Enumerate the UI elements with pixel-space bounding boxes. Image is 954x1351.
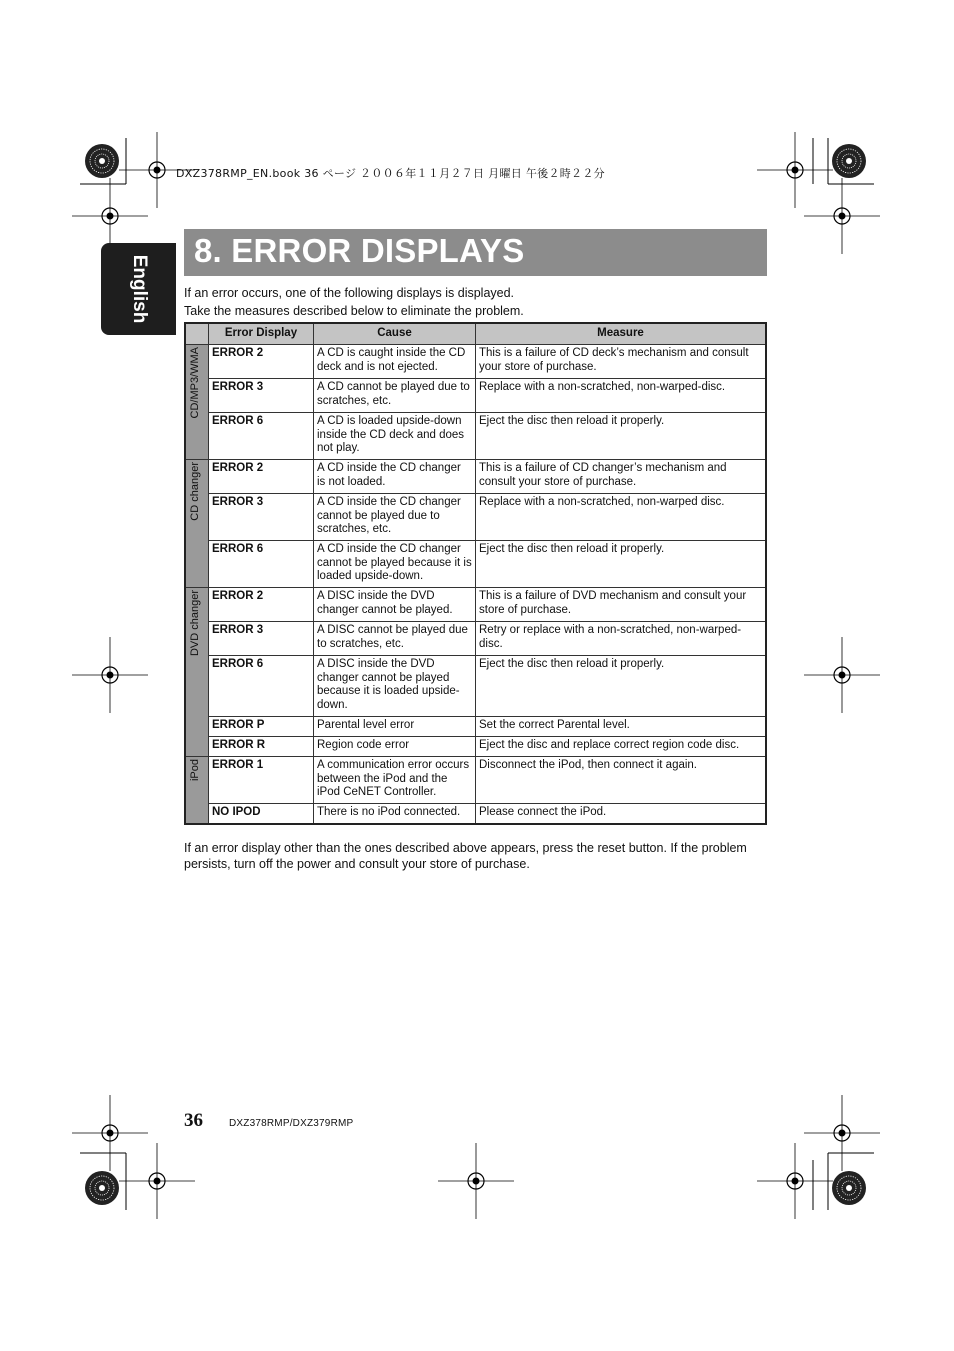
error-measure: This is a failure of CD deck’s mechanism and consult your store of purchase. (476, 345, 767, 379)
table-row (185, 413, 766, 460)
intro-line-1: If an error occurs, one of the following displays is displayed. (184, 286, 515, 300)
error-measure: Eject the disc then reload it properly. (476, 413, 767, 460)
crosshair-icon (804, 637, 880, 713)
star-target-icon (85, 144, 119, 178)
crosshair-icon (438, 1143, 514, 1219)
table-row (185, 717, 766, 737)
error-code: ERROR 1 (209, 757, 314, 804)
error-measure: Please connect the iPod. (476, 804, 767, 824)
table-row (185, 460, 766, 494)
crosshair-icon (757, 1143, 833, 1219)
language-tab-label: English (128, 254, 150, 324)
star-target-icon (832, 1171, 866, 1205)
error-cause: A CD is caught inside the CD deck and is not ejected. (314, 345, 476, 379)
star-target-icon (832, 144, 866, 178)
crosshair-icon (757, 132, 833, 208)
error-code: ERROR 2 (209, 460, 314, 494)
error-cause: A DISC cannot be played due to scratches, etc. (314, 622, 476, 656)
error-cause: Region code error (314, 737, 476, 757)
error-measure: Eject the disc then reload it properly. (476, 656, 767, 717)
header-measure: Measure (476, 323, 767, 345)
table-row (185, 737, 766, 757)
table-row (185, 379, 766, 413)
error-code: ERROR 2 (209, 345, 314, 379)
error-measure: Replace with a non-scratched, non-warped-disc. (476, 379, 767, 413)
error-code: ERROR 6 (209, 413, 314, 460)
error-table (184, 322, 767, 825)
error-cause: A CD cannot be played due to scratches, etc. (314, 379, 476, 413)
table-row (185, 656, 766, 717)
error-code: ERROR 3 (209, 622, 314, 656)
error-code: ERROR 3 (209, 494, 314, 541)
group-label-cd-changer: CD changer (185, 460, 209, 588)
star-target-icon (85, 1171, 119, 1205)
table-row (185, 757, 766, 804)
error-measure: Set the correct Parental level. (476, 717, 767, 737)
error-measure: Eject the disc then reload it properly. (476, 541, 767, 588)
error-cause: Parental level error (314, 717, 476, 737)
group-label-ipod: iPod (185, 757, 209, 824)
header-cause: Cause (314, 323, 476, 345)
page-number: 36 (184, 1110, 203, 1131)
crosshair-icon (804, 1095, 880, 1171)
crosshair-icon (72, 1095, 148, 1171)
error-cause: A CD inside the CD changer is not loaded. (314, 460, 476, 494)
error-cause: A CD is loaded upside-down inside the CD deck and does not play. (314, 413, 476, 460)
footer-note: If an error display other than the ones described above appears, press the reset button. If the problem persists, turn off the power and consult your store of purchase. (184, 841, 747, 871)
error-measure: Eject the disc and replace correct region code disc. (476, 737, 767, 757)
table-row (185, 345, 766, 379)
crosshair-icon (119, 1143, 195, 1219)
error-cause: There is no iPod connected. (314, 804, 476, 824)
language-tab (101, 243, 176, 335)
header-blank (185, 323, 209, 345)
table-row (185, 588, 766, 622)
group-label-dvd-changer: DVD changer (185, 588, 209, 757)
table-row (185, 622, 766, 656)
error-code: NO IPOD (209, 804, 314, 824)
intro-line-2: Take the measures described below to eliminate the problem. (184, 304, 524, 318)
error-measure: Disconnect the iPod, then connect it again. (476, 757, 767, 804)
table-header-row (185, 323, 766, 345)
error-measure: This is a failure of CD changer’s mechanism and consult your store of purchase. (476, 460, 767, 494)
table-row (185, 494, 766, 541)
page-title: 8. ERROR DISPLAYS (194, 232, 525, 269)
error-measure: Retry or replace with a non-scratched, non-warped-disc. (476, 622, 767, 656)
error-cause: A communication error occurs between the iPod and the iPod CeNET Controller. (314, 757, 476, 804)
error-measure: Replace with a non-scratched, non-warped disc. (476, 494, 767, 541)
error-cause: A DISC inside the DVD changer cannot be played. (314, 588, 476, 622)
table-row (185, 541, 766, 588)
crosshair-icon (72, 637, 148, 713)
error-code: ERROR R (209, 737, 314, 757)
error-code: ERROR 2 (209, 588, 314, 622)
error-cause: A CD inside the CD changer cannot be played because it is loaded upside-down. (314, 541, 476, 588)
error-code: ERROR 6 (209, 541, 314, 588)
model-number: DXZ378RMP/DXZ379RMP (229, 1118, 354, 1129)
header-error-display: Error Display (209, 323, 314, 345)
error-measure: This is a failure of DVD mechanism and consult your store of purchase. (476, 588, 767, 622)
error-cause: A CD inside the CD changer cannot be played due to scratches, etc. (314, 494, 476, 541)
error-code: ERROR 3 (209, 379, 314, 413)
crosshair-icon (804, 178, 880, 254)
error-code: ERROR 6 (209, 656, 314, 717)
table-row (185, 804, 766, 824)
group-label-cd-mp3-wma: CD/MP3/WMA (185, 345, 209, 460)
error-cause: A DISC inside the DVD changer cannot be played because it is loaded upside-down. (314, 656, 476, 717)
section-title-bar (184, 229, 767, 276)
book-header: DXZ378RMP_EN.book 36 ページ ２００６年１１月２７日 月曜日 午後２時２２分 (176, 167, 605, 180)
error-code: ERROR P (209, 717, 314, 737)
